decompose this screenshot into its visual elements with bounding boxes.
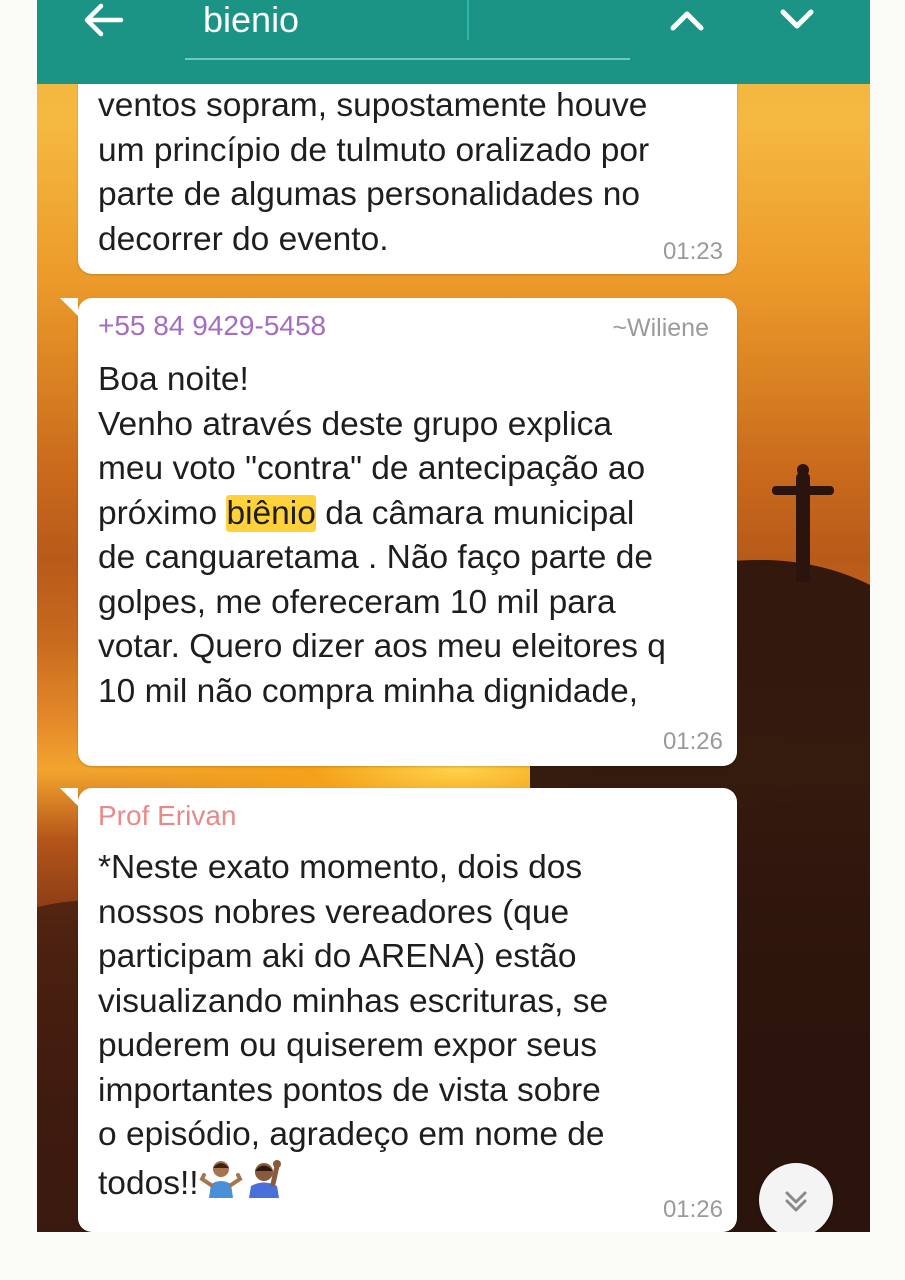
sender-push-name: ~Wiliene: [612, 314, 709, 342]
message-text: [98, 846, 608, 1206]
sender-phone[interactable]: +55 84 9429-5458: [98, 310, 327, 341]
message-text: [98, 358, 666, 714]
message-text-part: Boa noite! Venho através deste grupo explica meu voto "contra" de antecipação ao próximo: [98, 361, 646, 532]
search-header: [37, 0, 870, 84]
search-box: [185, 0, 630, 62]
message-bubble[interactable]: [78, 788, 737, 1232]
message-time: 01:26: [662, 1196, 723, 1223]
message-text-part: *Neste exato momento, dois dos nossos nobres vereadores (que participam aki do ARENA) estão visualizando minhas escrituras, se puderem ou quiserem expor seus importantes pontos de vista sobre o episódio, agradeço em nome de todos!!: [98, 849, 609, 1202]
sender-name[interactable]: Prof Erivan: [98, 800, 237, 831]
message-bubble[interactable]: [78, 298, 737, 766]
double-chevron-down-icon: [759, 1163, 833, 1232]
search-underline: [185, 58, 630, 60]
person-raising-hand-emoji: [243, 1158, 287, 1198]
message-time: 01:23: [662, 238, 723, 265]
scroll-to-bottom-button[interactable]: [759, 1163, 833, 1232]
arrow-left-icon: [79, 0, 133, 44]
text-caret: [467, 0, 469, 40]
search-highlight: biênio: [226, 494, 316, 532]
message-text: ventos sopram, supostamente houve um princípio de tulmuto oralizado por parte de algumas personalidades no decorrer do evento.: [98, 87, 650, 258]
next-result-button[interactable]: [767, 0, 827, 44]
chat-screen: [37, 0, 870, 1232]
previous-result-button[interactable]: [657, 0, 717, 44]
wallpaper-statue: [772, 472, 834, 582]
search-input[interactable]: [203, 0, 623, 40]
chevron-down-icon: [767, 0, 827, 44]
chevron-up-icon: [657, 0, 717, 44]
message-time: 01:26: [662, 728, 723, 755]
back-button[interactable]: [79, 0, 133, 44]
message-bubble[interactable]: [78, 52, 737, 274]
person-shrugging-emoji: [199, 1158, 243, 1198]
message-text-part: da câmara municipal de canguaretama . Não faço parte de golpes, me ofereceram 10 mil para votar. Quero dizer aos meu eleitores q 10 mil não compra minha dignidade,: [98, 494, 666, 710]
